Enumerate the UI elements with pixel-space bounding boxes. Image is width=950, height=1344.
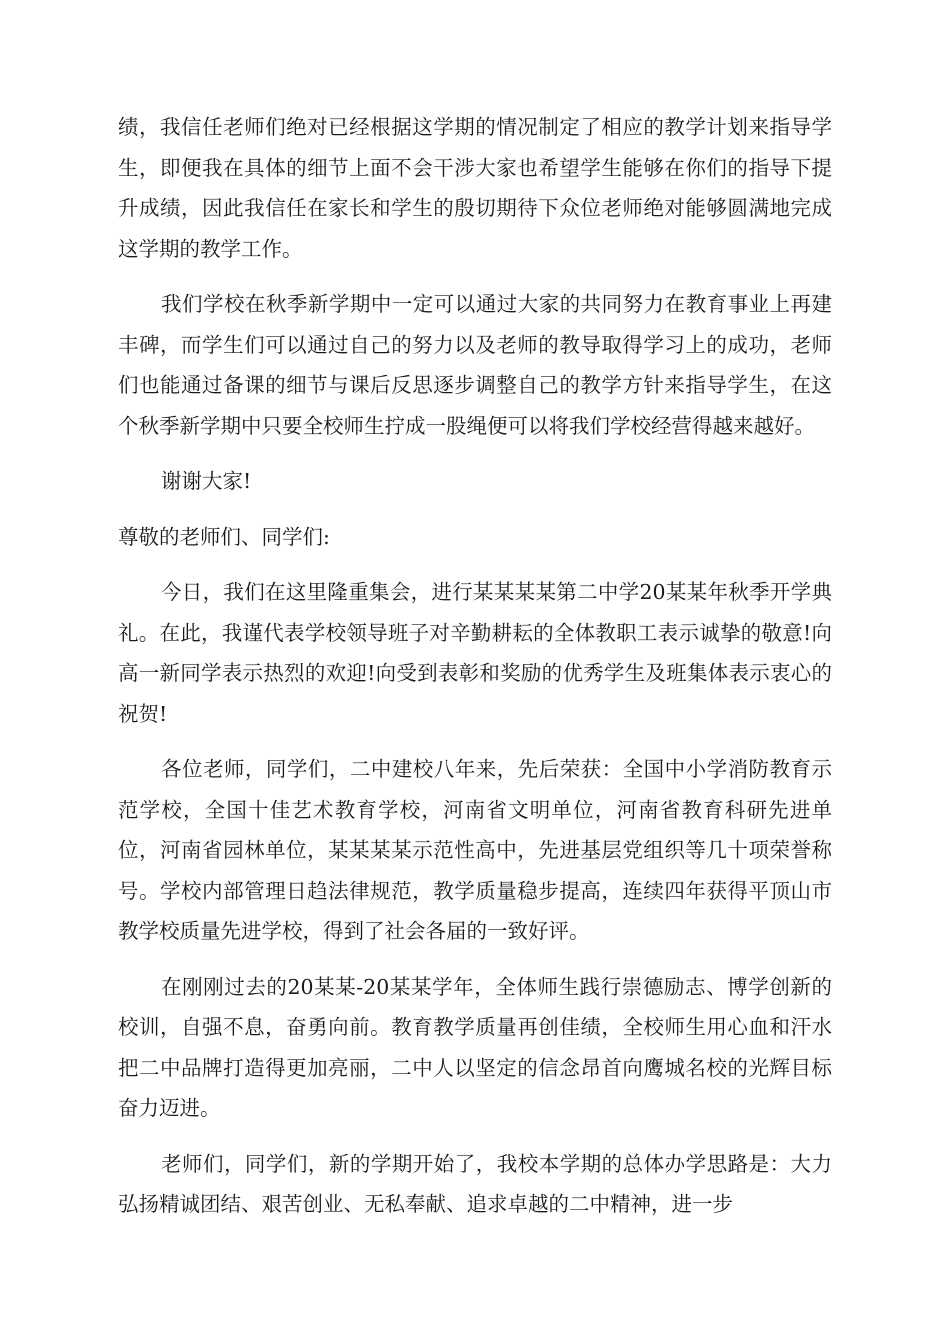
paragraph-honors: 各位老师，同学们，二中建校八年来，先后荣获：全国中小学消防教育示范学校，全国十佳艺术教育学校，河南省文明单位，河南省教育科研先进单位，河南省园林单位，某某某某示范性高中，先进基层党组织等几十项荣誉称号。学校内部管理日趋法律规范，教学质量稳步提高，连续四年获得平顶山市教学校质量先进学校，得到了社会各届的一致好评。 [118, 757, 832, 943]
paragraph-2: 我们学校在秋季新学期中一定可以通过大家的共同努力在教育事业上再建丰碑，而学生们可以通过自己的努力以及老师的教导取得学习上的成功，老师们也能通过备课的细节与课后反思逐步调整自己的教学方针来指导学生，在这个秋季新学期中只要全校师生拧成一股绳便可以将我们学校经营得越来越好。 [118, 292, 832, 438]
paragraph-past-year: 在刚刚过去的20某某-20某某学年，全体师生践行崇德励志、博学创新的校训，自强不息，奋勇向前。教育教学质量再创佳绩，全校师生用心血和汗水把二中品牌打造得更加亮丽，二中人以坚定的信念昂首向鹰城名校的光辉目标奋力迈进。 [118, 974, 832, 1120]
paragraph-opening-ceremony: 今日，我们在这里隆重集会，进行某某某某第二中学20某某年秋季开学典礼。在此，我谨代表学校领导班子对辛勤耕耘的全体教职工表示诚挚的敬意!向高一新同学表示热烈的欢迎!向受到表彰和奖励的优秀学生及班集体表示衷心的祝贺! [118, 580, 832, 726]
paragraph-1: 绩，我信任老师们绝对已经根据这学期的情况制定了相应的教学计划来指导学生，即便我在具体的细节上面不会干涉大家也希望学生能够在你们的指导下提升成绩，因此我信任在家长和学生的殷切期待下众位老师绝对能够圆满地完成这学期的教学工作。 [118, 115, 832, 261]
closing-thanks: 谢谢大家! [161, 469, 252, 493]
document-body [118, 107, 832, 1240]
salutation: 尊敬的老师们、同学们: [118, 524, 330, 549]
paragraph-new-semester: 老师们，同学们，新的学期开始了，我校本学期的总体办学思路是：大力弘扬精诚团结、艰苦创业、无私奉献、追求卓越的二中精神，进一步 [118, 1151, 832, 1216]
